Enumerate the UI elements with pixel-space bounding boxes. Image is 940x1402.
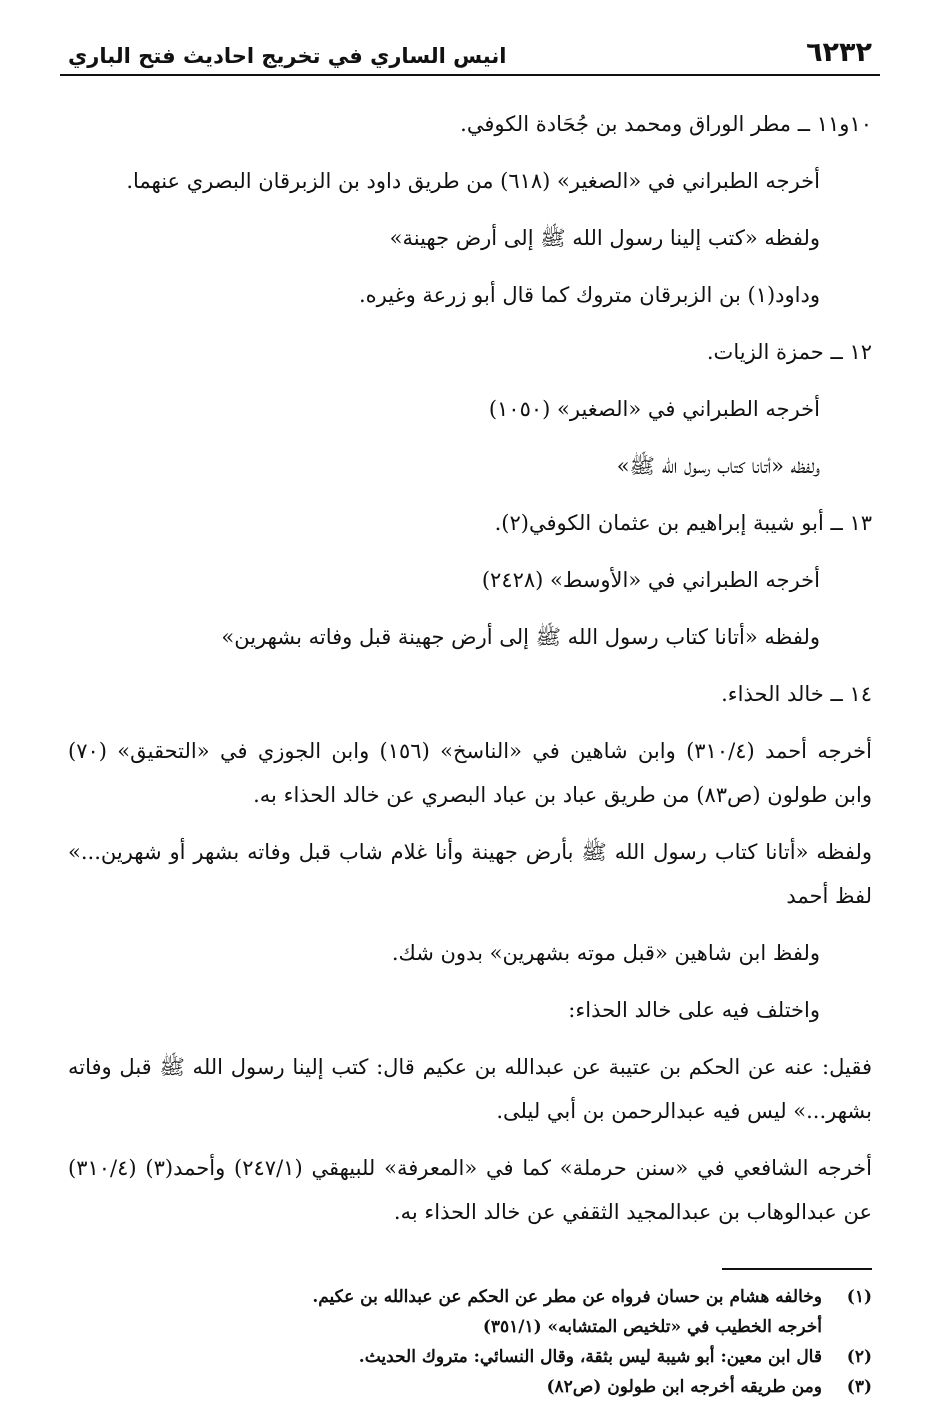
footnote-divider [722,1268,872,1270]
footnote-number: (٢) [846,1347,872,1367]
paragraph: فقيل: عنه عن الحكم بن عتيبة عن عبدالله بن عكيم قال: كتب إلينا رسول الله ﷺ قبل وفاته بشهر...» ليس فيه عبدالرحمن بن أبي ليلى. [68,1055,872,1123]
page-header [60,26,880,76]
footnote-text: وخالفه هشام بن حسان فرواه عن مطر عن الحكم عن عبدالله بن عكيم. [312,1287,822,1307]
paragraph: أخرجه أحمد (٣١٠/٤) وابن شاهين في «الناسخ» (١٥٦) وابن الجوزي في «التحقيق» (٧٠) وابن طولون (ص٨٣) من طريق عباد بن عباد البصري عن خالد الحذاء به. [68,739,872,807]
page-number: ٦٢٣٢ [806,37,872,68]
paragraph: أخرجه الطبراني في «الصغير» (١٠٥٠) [488,397,820,421]
paragraph: واختلف فيه على خالد الحذاء: [568,998,820,1022]
paragraph: ولفظ ابن شاهين «قبل موته بشهرين» بدون شك. [391,941,820,965]
paragraph: وداود(١) بن الزبرقان متروك كما قال أبو زرعة وغيره. [358,283,820,307]
footnote-number: (٣) [846,1377,872,1397]
footnote [68,1282,872,1342]
paragraph: أخرجه الطبراني في «الأوسط» (٢٤٢٨) [481,568,820,592]
running-title: انيس الساري في تخريج احاديث فتح الباري [68,44,507,68]
narrator-heading: ١٤ ــ خالد الحذاء. [721,682,872,706]
paragraph: ولفظه «كتب إلينا رسول الله ﷺ إلى أرض جهينة» [389,226,820,250]
paragraph: ولفظه «أتانا كتاب رسول الله ﷺ بأرض جهينة وأنا غلام شاب قبل وفاته بشهر أو شهرين...» لفظ أحمد [68,840,872,908]
footnote-text: ومن طريقه أخرجه ابن طولون (ص٨٢) [546,1377,822,1397]
footnote-number: (١) [846,1287,872,1307]
paragraph: أخرجه الشافعي في «سنن حرملة» كما في «المعرفة» للبيهقي (٢٤٧/١) وأحمد(٣) (٣١٠/٤) عن عبدالوهاب بن عبدالمجيد الثقفي عن خالد الحذاء به. [68,1156,872,1224]
footnote-text: أخرجه الخطيب في «تلخيص المتشابه» (٣٥١/١) [482,1317,822,1337]
footnote [68,1342,872,1372]
book-page [60,26,880,1402]
narrator-heading: ١٣ ــ أبو شيبة إبراهيم بن عثمان الكوفي(٢). [494,511,872,535]
main-text [60,102,880,1234]
paragraph: ولفظه «أتانا كتاب رسول الله ﷺ» [616,454,820,478]
narrator-heading: ١٠و١١ ــ مطر الوراق ومحمد بن جُحَادة الكوفي. [460,112,872,136]
paragraph: ولفظه «أتانا كتاب رسول الله ﷺ إلى أرض جهينة قبل وفاته بشهرين» [221,625,820,649]
paragraph: أخرجه الطبراني في «الصغير» (٦١٨) من طريق داود بن الزبرقان البصري عنهما. [126,169,820,193]
footnote [68,1372,872,1402]
footnote-text: قال ابن معين: أبو شيبة ليس بثقة، وقال النسائي: متروك الحديث. [358,1347,822,1367]
footnotes [60,1282,880,1402]
narrator-heading: ١٢ ــ حمزة الزيات. [706,340,872,364]
